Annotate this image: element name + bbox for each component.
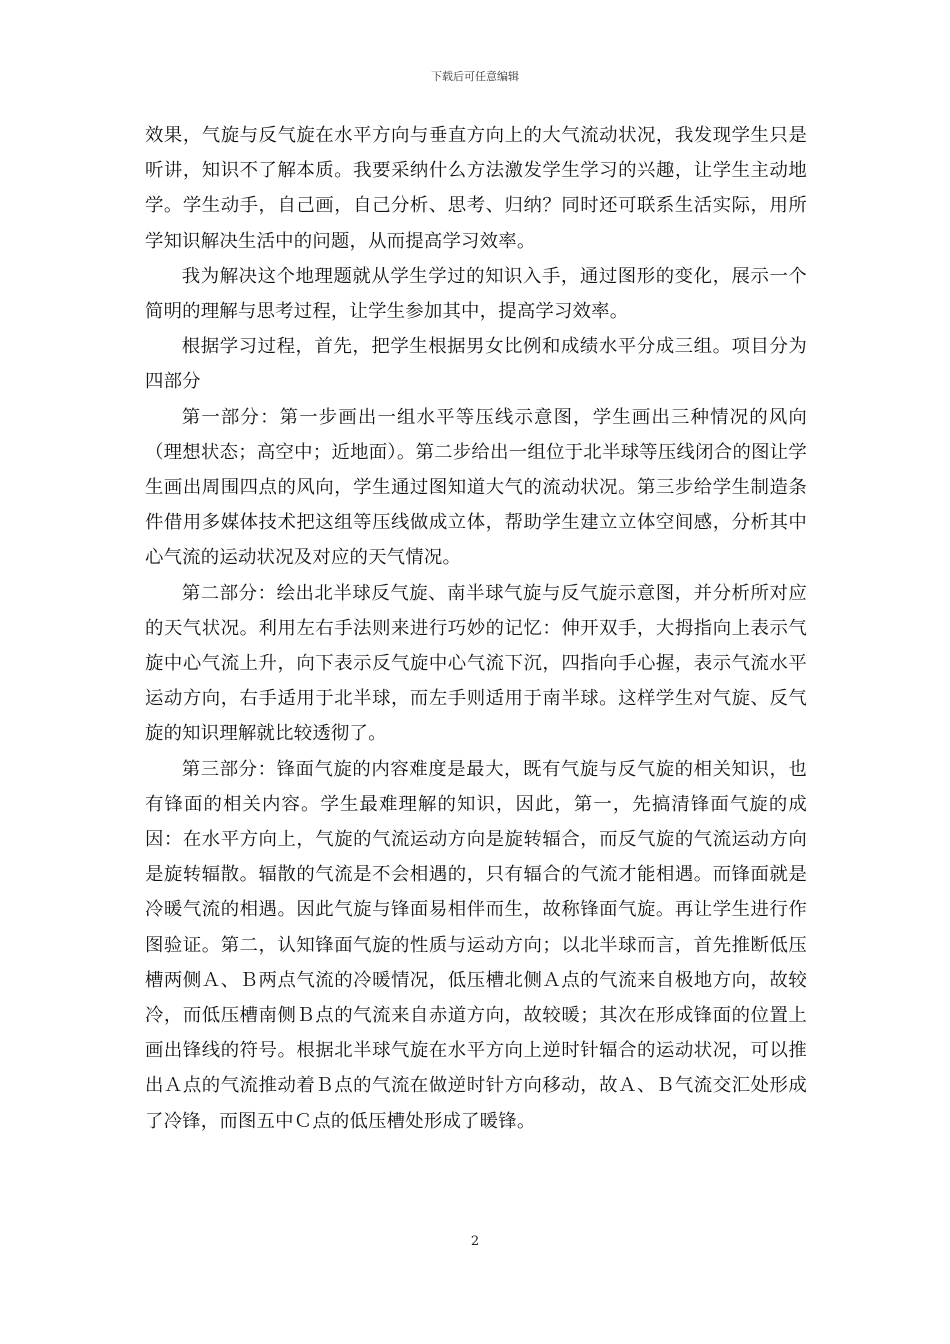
paragraph-3: 根据学习过程，首先，把学生根据男女比例和成绩水平分成三组。项目分为四部分 xyxy=(145,336,807,393)
paragraph-5-part-two: 第二部分：绘出北半球反气旋、南半球气旋与反气旋示意图，并分析所对应的天气状况。利用左右手法则来进行巧妙的记忆：伸开双手，大拇指向上表示气旋中心气流上升，向下表示反气旋中心气流下沉，四指向手心握，表示气流水平运动方向，右手适用于北半球，而左手则适用于南半球。这样学生对气旋、反气旋的知识理解就比较透彻了。 xyxy=(145,582,807,745)
page-number: 2 xyxy=(470,1234,480,1249)
paragraph-4-part-one: 第一部分：第一步画出一组水平等压线示意图，学生画出三种情况的风向（理想状态；高空中；近地面）。第二步给出一组位于北半球等压线闭合的图让学生画出周围四点的风向，学生通过图知道大气的流动状况。第三步给学生制造条件借用多媒体技术把这组等压线做成立体，帮助学生建立立体空间感，分析其中心气流的运动状况及对应的天气情况。 xyxy=(145,406,807,569)
paragraph-1: 效果，气旋与反气旋在水平方向与垂直方向上的大气流动状况，我发现学生只是听讲，知识不了解本质。我要采纳什么方法激发学生学习的兴趣，让学生主动地学。学生动手，自己画，自己分析、思考、归纳？同时还可联系生活实际，用所学知识解决生活中的问题，从而提高学习效率。 xyxy=(145,125,807,252)
document-body xyxy=(145,118,807,1139)
paragraph-6-part-three: 第三部分：锋面气旋的内容难度是最大，既有气旋与反气旋的相关知识，也有锋面的相关内容。学生最难理解的知识，因此，第一，先搞清锋面气旋的成因：在水平方向上，气旋的气流运动方向是旋转辐合，而反气旋的气流运动方向是旋转辐散。辐散的气流是不会相遇的，只有辐合的气流才能相遇。而锋面就是冷暖气流的相遇。因此气旋与锋面易相伴而生，故称锋面气旋。再让学生进行作图验证。第二，认知锋面气旋的性质与运动方向；以北半球而言，首先推断低压槽两侧Ａ、Ｂ两点气流的冷暖情况，低压槽北侧Ａ点的气流来自极地方向，故较冷，而低压槽南侧Ｂ点的气流来自赤道方向，故较暖；其次在形成锋面的位置上画出锋线的符号。根据北半球气旋在水平方向上逆时针辐合的运动状况，可以推出Ａ点的气流推动着Ｂ点的气流在做逆时针方向移动，故Ａ、Ｂ气流交汇处形成了冷锋，而图五中Ｃ点的低压槽处形成了暖锋。 xyxy=(145,758,807,1132)
paragraph-2: 我为解决这个地理题就从学生学过的知识入手，通过图形的变化，展示一个简明的理解与思考过程，让学生参加其中，提高学习效率。 xyxy=(145,265,807,323)
page-header: 下载后可任意编辑 xyxy=(431,70,519,83)
